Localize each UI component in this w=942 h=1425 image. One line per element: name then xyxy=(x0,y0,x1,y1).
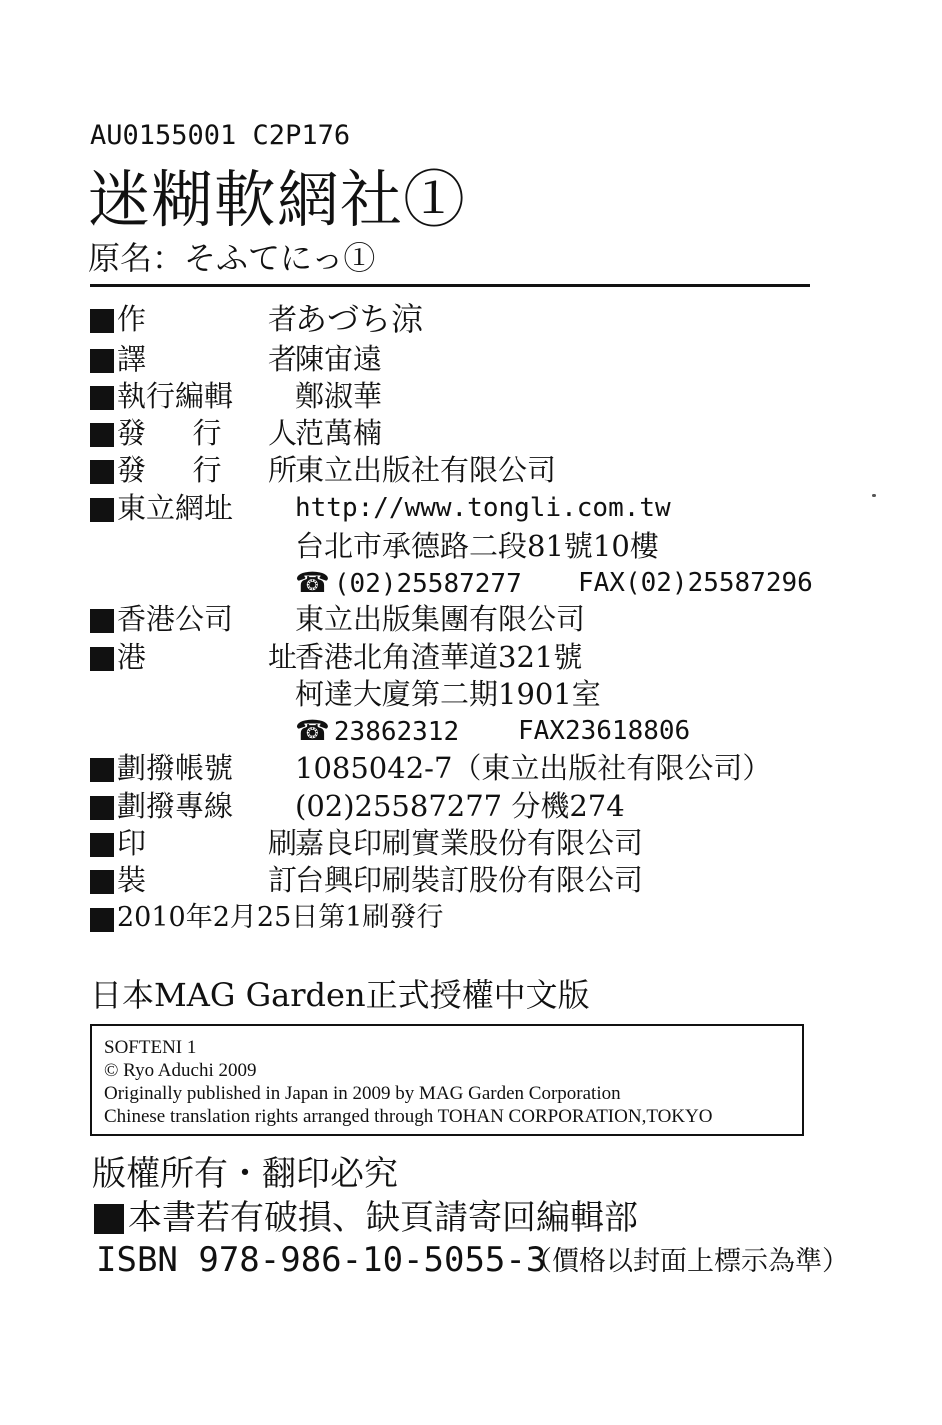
bullet-square-icon xyxy=(90,498,114,522)
label-hk-address: 港 址 xyxy=(117,640,297,674)
copyright-notice: 版權所有・翻印必究 xyxy=(92,1154,398,1194)
value-editor: 鄭淑華 xyxy=(295,379,383,413)
info-row-transfer-line xyxy=(90,787,850,823)
hk-phone-line xyxy=(295,712,691,748)
website-url: http://www.tongli.com.tw xyxy=(295,493,671,523)
tw-phone: (02)25587277 xyxy=(333,569,522,599)
info-row-website xyxy=(90,489,850,525)
product-code: AU0155001 C2P176 xyxy=(90,120,351,151)
bullet-square-icon xyxy=(90,609,114,633)
hk-phone: 23862312 xyxy=(333,717,460,747)
hk-address-line2: 柯達大廈第二期1901室 xyxy=(295,677,601,711)
value-translator: 陳宙遠 xyxy=(295,342,383,376)
bullet-square-icon xyxy=(90,386,114,410)
bullet-square-icon xyxy=(90,460,114,484)
value-binder: 台興印刷裝訂股份有限公司 xyxy=(295,863,644,897)
tw-phone-line xyxy=(295,564,813,600)
bullet-square-icon xyxy=(90,796,114,820)
label-hk-company: 香港公司 xyxy=(117,602,234,636)
bullet-square-icon xyxy=(90,647,114,671)
tw-address: 台北市承德路二段81號10樓 xyxy=(295,529,659,563)
label-transfer-line: 劃撥專線 xyxy=(117,789,234,823)
info-row-translator xyxy=(90,340,850,376)
rights-line-2: © Ryo Aduchi 2009 xyxy=(104,1060,257,1081)
bullet-square-icon xyxy=(90,870,114,894)
bullet-square-icon xyxy=(90,309,114,333)
bullet-square-icon xyxy=(90,833,114,857)
value-publisher-person: 范萬楠 xyxy=(295,416,383,450)
info-row-hk-address xyxy=(90,638,850,674)
rights-box xyxy=(90,1024,804,1136)
info-row-editor xyxy=(90,377,850,413)
info-row-printer xyxy=(90,824,850,860)
telephone-icon: ☎ xyxy=(295,566,330,599)
bullet-square-icon xyxy=(90,908,114,932)
label-publisher: 發 行 所 xyxy=(117,453,297,487)
label-editor: 執行編輯 xyxy=(117,379,234,413)
book-title: 迷糊軟網社① xyxy=(88,163,467,236)
damage-notice: 本書若有破損、缺頁請寄回編輯部 xyxy=(128,1198,638,1238)
value-hk-company: 東立出版集團有限公司 xyxy=(295,602,586,636)
price-note: （價格以封面上標示為準） xyxy=(525,1246,849,1277)
label-binder: 裝 訂 xyxy=(117,863,297,897)
edition-statement: 日本MAG Garden正式授權中文版 xyxy=(90,976,590,1014)
bullet-square-icon xyxy=(94,1204,124,1234)
isbn: ISBN 978-986-10-5055-3 xyxy=(96,1240,547,1280)
label-website: 東立網址 xyxy=(117,491,234,525)
value-publisher: 東立出版社有限公司 xyxy=(295,453,557,487)
rights-line-3: Originally published in Japan in 2009 by MAG Garden Corporation xyxy=(104,1083,621,1104)
hk-address-line1: 香港北角渣華道321號 xyxy=(295,640,583,674)
bullet-square-icon xyxy=(90,349,114,373)
bullet-square-icon xyxy=(90,423,114,447)
rights-line-1: SOFTENI 1 xyxy=(104,1037,197,1058)
title-divider xyxy=(90,284,810,287)
info-row-hk-company xyxy=(90,600,850,636)
label-publisher-person: 發 行 人 xyxy=(117,416,297,450)
bullet-square-icon xyxy=(90,758,114,782)
label-transfer-account: 劃撥帳號 xyxy=(117,751,234,785)
info-row-transfer-account xyxy=(90,749,850,785)
telephone-icon: ☎ xyxy=(295,714,330,747)
value-author: あづち涼 xyxy=(295,300,424,338)
rights-line-4: Chinese translation rights arranged through TOHAN CORPORATION,TOKYO xyxy=(104,1106,713,1127)
info-row-publisher xyxy=(90,451,850,487)
value-printer: 嘉良印刷實業股份有限公司 xyxy=(295,826,644,860)
tw-fax: FAX(02)25587296 xyxy=(578,568,813,598)
info-row-author xyxy=(90,300,850,336)
scan-speck xyxy=(872,494,876,497)
value-transfer-line: (02)25587277 分機274 xyxy=(295,789,625,823)
label-translator: 譯 者 xyxy=(117,342,297,376)
label-printer: 印 刷 xyxy=(117,826,297,860)
info-row-publisher-person xyxy=(90,414,850,450)
publish-date: 2010年2月25日第1刷發行 xyxy=(117,902,444,933)
info-row-binder xyxy=(90,861,850,897)
label-author: 作 者 xyxy=(117,302,297,336)
original-title: 原名：そふてにっ① xyxy=(88,239,376,277)
hk-fax: FAX23618806 xyxy=(518,716,691,746)
value-transfer-account: 1085042-7（東立出版社有限公司） xyxy=(295,751,772,785)
